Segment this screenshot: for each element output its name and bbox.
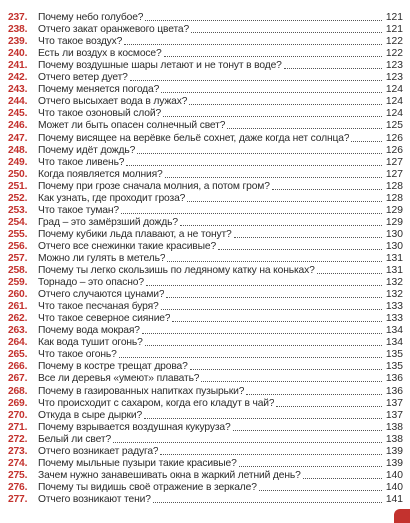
entry-title: Почему ты видишь своё отражение в зеркале? bbox=[38, 481, 257, 493]
entry-number: 237. bbox=[8, 12, 28, 24]
entry-page-number: 137 bbox=[385, 397, 403, 409]
entry-page-number: 139 bbox=[385, 457, 403, 469]
dot-leader bbox=[190, 369, 382, 370]
entry-page-number: 127 bbox=[385, 168, 403, 180]
dot-leader bbox=[137, 153, 382, 154]
entry-title: Почему небо голубое? bbox=[38, 12, 144, 24]
toc-entry bbox=[8, 216, 403, 228]
dot-leader bbox=[317, 273, 382, 274]
entry-number: 252. bbox=[8, 192, 28, 204]
entry-page-number: 126 bbox=[385, 144, 403, 156]
entry-page-number: 132 bbox=[385, 277, 403, 289]
entry-number: 243. bbox=[8, 84, 28, 96]
dot-leader bbox=[227, 128, 382, 129]
toc-entry bbox=[8, 372, 403, 384]
entry-page-number: 134 bbox=[385, 337, 403, 349]
entry-page-number: 134 bbox=[385, 325, 403, 337]
toc-entry bbox=[8, 119, 403, 131]
entry-title: Отчего высыхает вода в лужах? bbox=[38, 96, 188, 108]
entry-title: Что такое озоновый слой? bbox=[38, 108, 162, 120]
toc-entry bbox=[8, 457, 403, 469]
entry-number: 276. bbox=[8, 481, 28, 493]
entry-page-number: 132 bbox=[385, 289, 403, 301]
dot-leader bbox=[351, 141, 382, 142]
entry-number: 272. bbox=[8, 433, 28, 445]
dot-leader bbox=[233, 430, 382, 431]
entry-title: Как узнать, где проходит гроза? bbox=[38, 192, 186, 204]
entry-title: Что такое северное сияние? bbox=[38, 313, 171, 325]
entry-title: Отчего ветер дует? bbox=[38, 72, 128, 84]
entry-number: 240. bbox=[8, 48, 28, 60]
entry-number: 258. bbox=[8, 265, 28, 277]
entry-title: Отчего случаются цунами? bbox=[38, 289, 165, 301]
entry-number: 260. bbox=[8, 289, 28, 301]
entry-title: Почему меняется погода? bbox=[38, 84, 160, 96]
entry-page-number: 135 bbox=[385, 361, 403, 373]
entry-page-number: 135 bbox=[385, 349, 403, 361]
entry-title: Почему взрывается воздушная кукуруза? bbox=[38, 421, 231, 433]
toc-entry bbox=[8, 35, 403, 47]
toc-entry bbox=[8, 95, 403, 107]
dot-leader bbox=[201, 381, 382, 382]
entry-title: Почему висящее на верёвке бельё сохнет, даже когда нет солнца? bbox=[38, 132, 350, 144]
entry-title: Почему вода мокрая? bbox=[38, 325, 140, 337]
entry-number: 263. bbox=[8, 325, 28, 337]
entry-page-number: 129 bbox=[385, 204, 403, 216]
dot-leader bbox=[272, 189, 382, 190]
toc-entry bbox=[8, 264, 403, 276]
dot-leader bbox=[163, 116, 382, 117]
entry-page-number: 121 bbox=[385, 12, 403, 24]
entry-number: 273. bbox=[8, 445, 28, 457]
entry-title: Откуда в сыре дырки? bbox=[38, 409, 143, 421]
entry-page-number: 141 bbox=[385, 493, 403, 505]
dot-leader bbox=[259, 490, 382, 491]
entry-number: 251. bbox=[8, 180, 28, 192]
toc-entry bbox=[8, 180, 403, 192]
dot-leader bbox=[234, 237, 382, 238]
dot-leader bbox=[180, 225, 382, 226]
entry-number: 246. bbox=[8, 120, 28, 132]
toc-entry bbox=[8, 288, 403, 300]
entry-title: Что происходит с сахаром, когда его кладут в чай? bbox=[38, 397, 275, 409]
entry-title: Отчего возникает радуга? bbox=[38, 445, 159, 457]
dot-leader bbox=[218, 249, 382, 250]
entry-page-number: 128 bbox=[385, 180, 403, 192]
entry-title: Почему идёт дождь? bbox=[38, 144, 136, 156]
toc-entry bbox=[8, 493, 403, 505]
entry-title: Почему ты легко скользишь по ледяному катку на коньках? bbox=[38, 265, 315, 277]
toc-entry bbox=[8, 336, 403, 348]
toc-entry bbox=[8, 228, 403, 240]
entry-number: 238. bbox=[8, 24, 28, 36]
entry-page-number: 128 bbox=[385, 192, 403, 204]
entry-page-number: 123 bbox=[385, 72, 403, 84]
entry-page-number: 133 bbox=[385, 301, 403, 313]
entry-title: Отчего все снежинки такие красивые? bbox=[38, 240, 217, 252]
entry-page-number: 124 bbox=[385, 84, 403, 96]
entry-number: 275. bbox=[8, 469, 28, 481]
entry-page-number: 122 bbox=[385, 36, 403, 48]
entry-number: 259. bbox=[8, 277, 28, 289]
entry-number: 269. bbox=[8, 397, 28, 409]
entry-page-number: 138 bbox=[385, 433, 403, 445]
entry-page-number: 126 bbox=[385, 132, 403, 144]
dot-leader bbox=[121, 213, 382, 214]
toc-entry bbox=[8, 192, 403, 204]
entry-number: 271. bbox=[8, 421, 28, 433]
entry-page-number: 125 bbox=[385, 120, 403, 132]
entry-title: Торнадо – это опасно? bbox=[38, 277, 144, 289]
toc-entry bbox=[8, 433, 403, 445]
toc-entry bbox=[8, 83, 403, 95]
entry-page-number: 131 bbox=[385, 252, 403, 264]
entry-title: Можно ли гулять в метель? bbox=[38, 252, 166, 264]
toc-entry bbox=[8, 240, 403, 252]
entry-number: 245. bbox=[8, 108, 28, 120]
entry-page-number: 129 bbox=[385, 216, 403, 228]
dot-leader bbox=[276, 406, 382, 407]
toc-entry bbox=[8, 421, 403, 433]
entry-page-number: 136 bbox=[385, 385, 403, 397]
entry-number: 250. bbox=[8, 168, 28, 180]
entry-number: 242. bbox=[8, 72, 28, 84]
toc-entry bbox=[8, 23, 403, 35]
entry-title: Что такое ливень? bbox=[38, 156, 125, 168]
toc-entry bbox=[8, 11, 403, 23]
entry-title: Почему мыльные пузыри такие красивые? bbox=[38, 457, 237, 469]
dot-leader bbox=[124, 44, 382, 45]
entry-page-number: 130 bbox=[385, 228, 403, 240]
entry-number: 249. bbox=[8, 156, 28, 168]
entry-title: Может ли быть опасен солнечный свет? bbox=[38, 120, 226, 132]
toc-entry bbox=[8, 131, 403, 143]
toc-entry bbox=[8, 107, 403, 119]
dot-leader bbox=[284, 68, 382, 69]
entry-number: 254. bbox=[8, 216, 28, 228]
toc-entry bbox=[8, 481, 403, 493]
dot-leader bbox=[144, 418, 382, 419]
entry-title: Что такое воздух? bbox=[38, 36, 123, 48]
entry-number: 241. bbox=[8, 60, 28, 72]
dot-leader bbox=[167, 261, 382, 262]
toc-entry bbox=[8, 409, 403, 421]
toc-entry bbox=[8, 47, 403, 59]
dot-leader bbox=[191, 32, 382, 33]
table-of-contents bbox=[8, 11, 403, 505]
toc-entry bbox=[8, 252, 403, 264]
entry-page-number: 122 bbox=[385, 48, 403, 60]
entry-number: 247. bbox=[8, 132, 28, 144]
dot-leader bbox=[160, 454, 382, 455]
dot-leader bbox=[303, 478, 382, 479]
dot-leader bbox=[161, 92, 382, 93]
dot-leader bbox=[239, 466, 382, 467]
entry-number: 266. bbox=[8, 361, 28, 373]
dot-leader bbox=[145, 345, 382, 346]
entry-number: 270. bbox=[8, 409, 28, 421]
entry-title: Зачем нужно занавешивать окна в жаркий летний день? bbox=[38, 469, 301, 481]
entry-title: Отчего возникают тени? bbox=[38, 493, 151, 505]
dot-leader bbox=[164, 56, 382, 57]
toc-entry bbox=[8, 348, 403, 360]
entry-page-number: 130 bbox=[385, 240, 403, 252]
entry-number: 267. bbox=[8, 373, 28, 385]
entry-title: Есть ли воздух в космосе? bbox=[38, 48, 162, 60]
toc-entry bbox=[8, 324, 403, 336]
entry-page-number: 124 bbox=[385, 96, 403, 108]
dot-leader bbox=[146, 285, 382, 286]
dot-leader bbox=[172, 321, 382, 322]
dot-leader bbox=[187, 201, 382, 202]
entry-title: Когда появляется молния? bbox=[38, 168, 163, 180]
entry-title: Отчего закат оранжевого цвета? bbox=[38, 24, 190, 36]
entry-number: 261. bbox=[8, 301, 28, 313]
dot-leader bbox=[166, 297, 382, 298]
entry-title: Почему в костре трещат дрова? bbox=[38, 361, 188, 373]
dot-leader bbox=[119, 357, 382, 358]
dot-leader bbox=[246, 394, 382, 395]
entry-number: 268. bbox=[8, 385, 28, 397]
toc-entry bbox=[8, 300, 403, 312]
entry-number: 277. bbox=[8, 493, 28, 505]
entry-title: Почему воздушные шары летают и не тонут в воде? bbox=[38, 60, 282, 72]
entry-number: 255. bbox=[8, 228, 28, 240]
toc-entry bbox=[8, 144, 403, 156]
toc-entry bbox=[8, 59, 403, 71]
toc-entry bbox=[8, 204, 403, 216]
entry-title: Все ли деревья «умеют» плавать? bbox=[38, 373, 200, 385]
entry-page-number: 136 bbox=[385, 373, 403, 385]
entry-number: 253. bbox=[8, 204, 28, 216]
entry-number: 274. bbox=[8, 457, 28, 469]
dot-leader bbox=[189, 104, 382, 105]
entry-page-number: 121 bbox=[385, 24, 403, 36]
page-corner-accent bbox=[394, 509, 410, 523]
entry-title: Что такое туман? bbox=[38, 204, 119, 216]
entry-page-number: 124 bbox=[385, 108, 403, 120]
toc-entry bbox=[8, 384, 403, 396]
entry-title: Что такое огонь? bbox=[38, 349, 117, 361]
entry-number: 239. bbox=[8, 36, 28, 48]
dot-leader bbox=[165, 177, 382, 178]
toc-entry bbox=[8, 397, 403, 409]
dot-leader bbox=[153, 502, 382, 503]
entry-title: Почему в газированных напитках пузырьки? bbox=[38, 385, 245, 397]
entry-page-number: 137 bbox=[385, 409, 403, 421]
toc-entry bbox=[8, 156, 403, 168]
entry-page-number: 127 bbox=[385, 156, 403, 168]
entry-number: 244. bbox=[8, 96, 28, 108]
entry-page-number: 138 bbox=[385, 421, 403, 433]
entry-number: 262. bbox=[8, 313, 28, 325]
toc-entry bbox=[8, 360, 403, 372]
dot-leader bbox=[126, 165, 382, 166]
entry-page-number: 131 bbox=[385, 265, 403, 277]
entry-page-number: 140 bbox=[385, 469, 403, 481]
dot-leader bbox=[161, 309, 382, 310]
dot-leader bbox=[142, 333, 382, 334]
toc-entry bbox=[8, 445, 403, 457]
toc-entry bbox=[8, 469, 403, 481]
entry-number: 257. bbox=[8, 252, 28, 264]
entry-page-number: 139 bbox=[385, 445, 403, 457]
toc-entry bbox=[8, 71, 403, 83]
entry-title: Град – это замёрзший дождь? bbox=[38, 216, 178, 228]
entry-number: 256. bbox=[8, 240, 28, 252]
entry-page-number: 140 bbox=[385, 481, 403, 493]
entry-title: Почему кубики льда плавают, а не тонут? bbox=[38, 228, 232, 240]
entry-title: Как вода тушит огонь? bbox=[38, 337, 143, 349]
dot-leader bbox=[113, 442, 382, 443]
entry-number: 248. bbox=[8, 144, 28, 156]
entry-title: Что такое песчаная буря? bbox=[38, 301, 159, 313]
toc-entry bbox=[8, 276, 403, 288]
entry-number: 265. bbox=[8, 349, 28, 361]
toc-entry bbox=[8, 168, 403, 180]
entry-page-number: 123 bbox=[385, 60, 403, 72]
dot-leader bbox=[130, 80, 382, 81]
toc-entry bbox=[8, 312, 403, 324]
dot-leader bbox=[145, 20, 382, 21]
entry-title: Белый ли свет? bbox=[38, 433, 112, 445]
entry-page-number: 133 bbox=[385, 313, 403, 325]
entry-number: 264. bbox=[8, 337, 28, 349]
entry-title: Почему при грозе сначала молния, а потом гром? bbox=[38, 180, 270, 192]
